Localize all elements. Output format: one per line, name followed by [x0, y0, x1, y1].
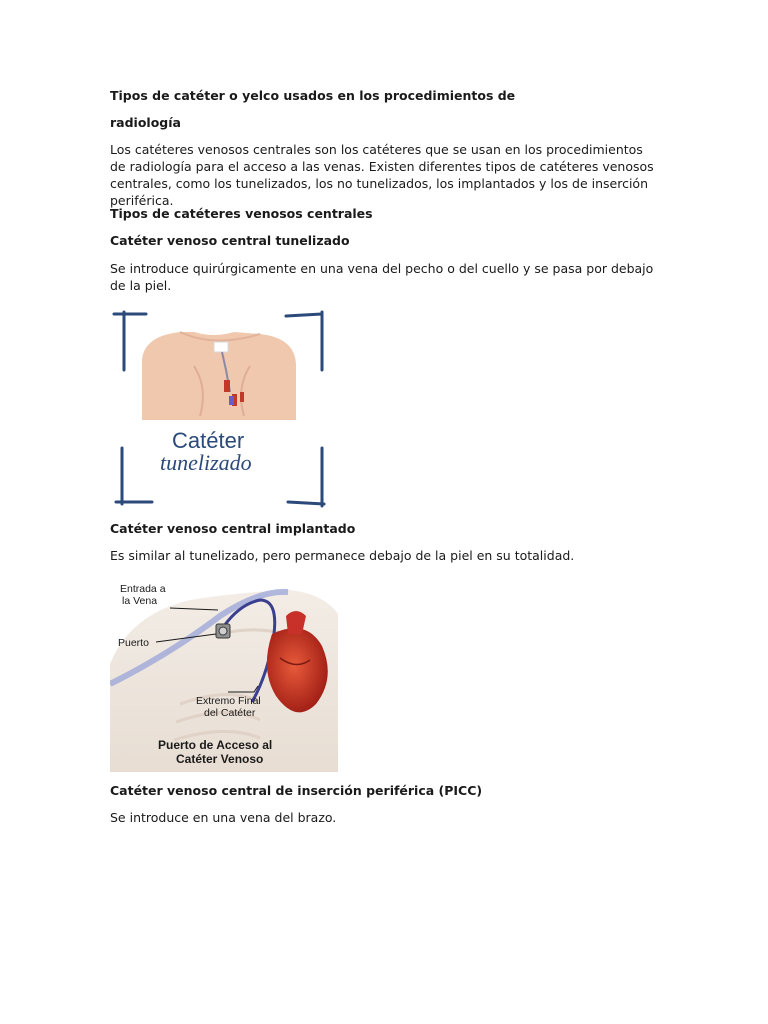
tunneled-catheter-image: [110, 308, 328, 508]
label-catheter-end-line-2: del Catéter: [204, 707, 256, 719]
document-title-line-1: Tipos de catéter o yelco usados en los procedimientos de: [110, 88, 516, 103]
section-heading: Tipos de catéteres venosos centrales: [110, 206, 373, 221]
label-entry-line-1: Entrada a: [120, 583, 166, 595]
label-catheter-end-line-1: Extremo Final: [196, 695, 261, 707]
picc-text: Se introduce en una vena del brazo.: [110, 810, 337, 825]
tunneled-text: Se introduce quirúrgicamente en una vena del pecho o del cuello y se pasa por debajo de la piel.: [110, 261, 654, 293]
tunneled-heading: Catéter venoso central tunelizado: [110, 233, 350, 248]
implanted-heading: Catéter venoso central implantado: [110, 521, 356, 536]
document-title-line-2: radiología: [110, 115, 181, 130]
tunneled-figure-word-2: tunelizado: [160, 450, 252, 475]
intro-paragraph: Los catéteres venosos centrales son los catéteres que se usan en los procedimientos de radiología para el acceso a las venas. Existen diferentes tipos de catéteres venosos centrales, como los tunelizados, los no tunelizados, los implantados y los de inserción periférica.: [110, 142, 654, 208]
tunneled-figure-word-1: Catéter: [172, 428, 245, 453]
implanted-port-image: [110, 574, 338, 772]
label-entry-line-2: la Vena: [122, 595, 158, 607]
implanted-caption-line-2: Catéter Venoso: [176, 752, 264, 766]
picc-heading: Catéter venoso central de inserción periférica (PICC): [110, 783, 483, 798]
implanted-text: Es similar al tunelizado, pero permanece debajo de la piel en su totalidad.: [110, 548, 575, 563]
label-port: Puerto: [118, 637, 149, 649]
implanted-caption-line-1: Puerto de Acceso al: [158, 738, 273, 752]
